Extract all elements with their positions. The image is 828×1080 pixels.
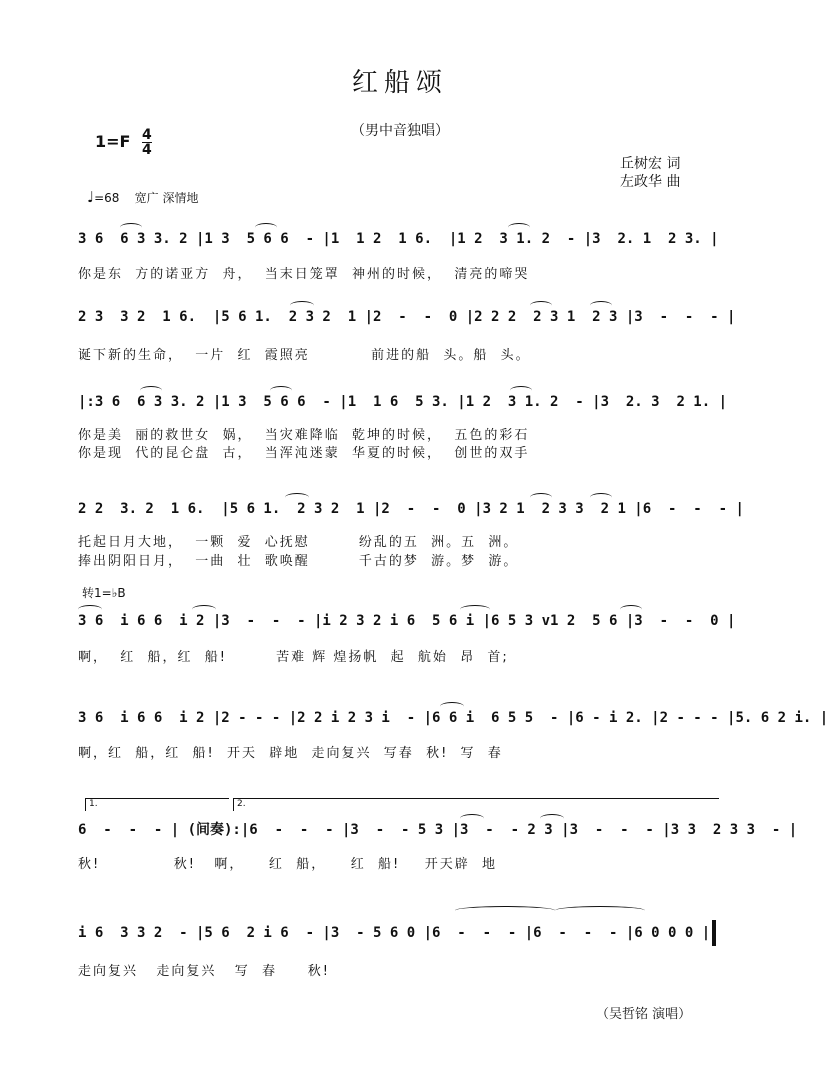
- second-ending-bracket: 2.: [233, 798, 719, 811]
- final-barline: [712, 920, 716, 946]
- slur-mark: [530, 493, 552, 502]
- slur-mark: [510, 386, 532, 395]
- slur-mark: [255, 223, 277, 232]
- time-signature-top: 4: [142, 127, 152, 143]
- notation-line-5: 3 6 i 6 6 i 2 |3 - - - |i 2 3 2 i 6 5 6 i |6 5 3 v1 2 5 6 |3 - - 0 |: [78, 613, 736, 629]
- lyric-line-4b: 捧出阴阳日月， 一曲 壮 歌唤醒 千古的梦 游。梦 游。: [78, 554, 519, 569]
- notation-line-8: i 6 3 3 2 - |5 6 2 i 6 - |3 - 5 6 0 |6 - - - |6 - - - |6 0 0 0 |: [78, 925, 711, 941]
- lyricist-credit: 丘树宏 词: [620, 156, 681, 172]
- lyric-line-2: 诞下新的生命， 一片 红 霞照亮 前进的船 头。船 头。: [78, 348, 531, 363]
- key-signature: 1=F: [95, 132, 131, 151]
- slur-mark: [290, 301, 314, 310]
- slur-mark: [460, 814, 484, 823]
- lyric-line-5: 啊， 红 船，红 船! 苦难 辉 煌扬帆 起 航始 昂 首;: [78, 650, 509, 665]
- song-title: 红船颂: [351, 68, 448, 98]
- notation-line-1: 3 6 6 3 3. 2 |1 3 5 6 6 - |1 1 2 1 6. |1 2 3 1. 2 - |3 2. 1 2 3. |: [78, 231, 719, 247]
- tempo-marking: [87, 188, 199, 206]
- notation-line-3: |:3 6 6 3 3. 2 |1 3 5 6 6 - |1 1 6 5 3. |1 2 3 1. 2 - |3 2. 3 2 1. |: [78, 394, 728, 410]
- first-ending-bracket: 1.: [85, 798, 229, 811]
- notation-line-4: 2 2 3. 2 1 6. |5 6 1. 2 3 2 1 |2 - - 0 |3 2 1 2 3 3 2 1 |6 - - - |: [78, 501, 744, 517]
- credits: [620, 155, 680, 191]
- lyric-line-1: 你是东 方的诺亚方 舟， 当末日笼罩 神州的时候， 清亮的啼哭: [78, 267, 530, 282]
- lyric-line-8: 走向复兴 走向复兴 写 春 秋!: [78, 964, 330, 979]
- slur-mark: [140, 386, 162, 395]
- tie-mark: [455, 906, 555, 915]
- tie-mark: [555, 906, 645, 915]
- performer-credit: （吴哲铭 演唱）: [596, 1007, 692, 1022]
- slur-mark: [590, 301, 612, 310]
- slur-mark: [440, 702, 464, 711]
- slur-mark: [590, 493, 612, 502]
- slur-mark: [460, 605, 490, 614]
- composer-credit: 左政华 曲: [620, 174, 681, 190]
- tempo-bpm: =68: [94, 191, 120, 205]
- slur-mark: [120, 223, 142, 232]
- time-signature: [142, 128, 152, 157]
- modulation-marking: 转1=♭B: [82, 586, 126, 600]
- tempo-expression: 宽广 深情地: [134, 191, 199, 205]
- slur-mark: [620, 605, 642, 614]
- slur-mark: [530, 301, 552, 310]
- notation-line-7: 6 - - - | (间奏):|6 - - - |3 - - 5 3 |3 - - 2 3 |3 - - - |3 3 2 3 3 - |: [78, 822, 798, 838]
- slur-mark: [508, 223, 530, 232]
- song-subtitle: （男中音独唱）: [351, 123, 449, 139]
- slur-mark: [540, 814, 564, 823]
- lyric-line-6: 啊，红 船，红 船! 开天 辟地 走向复兴 写春 秋! 写 春: [78, 746, 503, 761]
- time-signature-bottom: 4: [142, 142, 152, 158]
- slur-mark: [285, 493, 309, 502]
- lyric-line-7: 秋! 秋! 啊， 红 船， 红 船! 开天辟 地: [78, 857, 498, 872]
- lyric-line-3b: 你是现 代的昆仑盘 古， 当浑沌迷蒙 华夏的时候， 创世的双手: [78, 446, 530, 461]
- notation-line-2: 2 3 3 2 1 6. |5 6 1. 2 3 2 1 |2 - - 0 |2 2 2 2 3 1 2 3 |3 - - - |: [78, 309, 736, 325]
- slur-mark: [270, 386, 292, 395]
- lyric-line-4a: 托起日月大地， 一颗 爱 心抚慰 纷乱的五 洲。五 洲。: [78, 535, 519, 550]
- slur-mark: [192, 605, 216, 614]
- notation-line-6: 3 6 i 6 6 i 2 |2 - - - |2 2 i 2 3 i - |6 6 i 6 5 5 - |6 - i 2. |2 - - - |5. 6 2 i. |: [78, 710, 828, 726]
- lyric-line-3a: 你是美 丽的救世女 娲， 当灾难降临 乾坤的时候， 五色的彩石: [78, 428, 530, 443]
- slur-mark: [78, 605, 102, 614]
- quarter-note-icon: ♩: [87, 188, 95, 206]
